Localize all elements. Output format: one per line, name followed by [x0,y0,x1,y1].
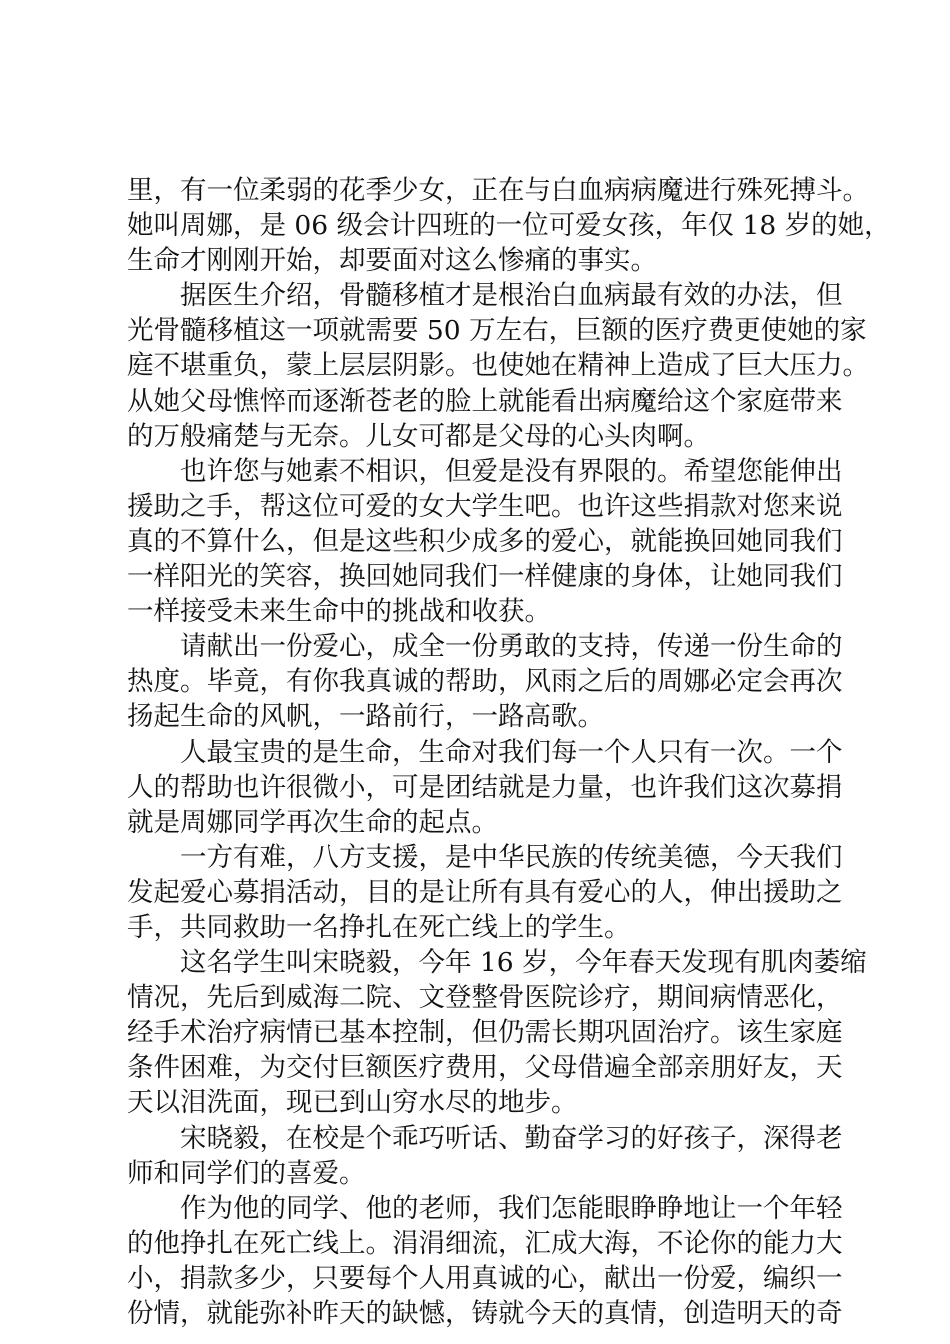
body-text-line: 的他挣扎在死亡线上。涓涓细流，汇成大海，不论你的能力大 [127,1227,843,1259]
body-text-line: 小，捐款多少，只要每个人用真诚的心，献出一份爱，编织一 [127,1262,843,1294]
body-text-line: 人最宝贵的是生命，生命对我们每一个人只有一次。一个 [180,736,843,768]
body-text-line: 真的不算什么，但是这些积少成多的爱心，就能换回她同我们 [127,525,843,557]
body-text-line: 一方有难，八方支援，是中华民族的传统美德，今天我们 [180,841,843,873]
body-text-line: 里，有一位柔弱的花季少女，正在与白血病病魔进行殊死搏斗。 [127,175,869,206]
body-text-line: 发起爱心募捐活动，目的是让所有具有爱心的人，伸出援助之 [127,876,843,908]
body-text-line: 光骨髓移植这一项就需要 50 万左右，巨额的医疗费更使她的家 [127,315,867,347]
body-text-line: 一样接受未来生命中的挑战和收获。 [127,596,551,628]
body-text-line: 师和同学们的喜爱。 [127,1157,366,1189]
body-text-line: 人的帮助也许很微小，可是团结就是力量，也许我们这次募捐 [127,771,843,803]
body-text-line: 天以泪洗面，现已到山穷水尽的地步。 [127,1087,578,1119]
body-text-line: 情况，先后到威海二院、文登整骨医院诊疗，期间病情恶化， [127,982,843,1014]
document-body [127,173,891,1331]
body-text-line: 的万般痛楚与无奈。儿女可都是父母的心头肉啊。 [127,420,710,452]
body-text-line: 经手术治疗病情已基本控制，但仍需长期巩固治疗。该生家庭 [127,1017,843,1049]
body-text-line: 生命才刚刚开始，却要面对这么惨痛的事实。 [127,245,657,277]
body-text-line: 援助之手，帮这位可爱的女大学生吧。也许这些捐款对您来说 [127,490,843,522]
body-text-line: 作为他的同学、他的老师，我们怎能眼睁睁地让一个年轻 [180,1192,843,1224]
body-text-line: 手，共同救助一名挣扎在死亡线上的学生。 [127,911,631,943]
body-text-line: 这名学生叫宋晓毅，今年 16 岁，今年春天发现有肌肉萎缩 [180,947,867,979]
body-text-line: 热度。毕竟，有你我真诚的帮助，风雨之后的周娜必定会再次 [127,666,843,698]
body-text-line: 一样阳光的笑容，换回她同我们一样健康的身体，让她同我们 [127,561,843,593]
body-text-line: 就是周娜同学再次生命的起点。 [127,806,498,838]
body-text-line: 从她父母憔悴而逐渐苍老的脸上就能看出病魔给这个家庭带来 [127,385,843,417]
body-text-line: 扬起生命的风帆，一路前行，一路高歌。 [127,701,604,733]
body-text-line: 据医生介绍，骨髓移植才是根治白血病最有效的办法，但 [180,280,843,312]
body-text-line: 她叫周娜，是 06 级会计四班的一位可爱女孩，年仅 18 岁的她， [127,210,891,242]
body-text-line: 请献出一份爱心，成全一份勇敢的支持，传递一份生命的 [180,631,843,663]
body-text-line: 宋晓毅，在校是个乖巧听话、勤奋学习的好孩子，深得老 [180,1122,843,1154]
body-text-line: 份情，就能弥补昨天的缺憾，铸就今天的真情，创造明天的奇 [127,1298,843,1329]
body-text-line: 也许您与她素不相识，但爱是没有界限的。希望您能伸出 [180,455,843,487]
body-text-line: 条件困难，为交付巨额医疗费用，父母借遍全部亲朋好友，天 [127,1052,843,1084]
body-text-line: 庭不堪重负，蒙上层层阴影。也使她在精神上造成了巨大压力。 [127,350,869,382]
